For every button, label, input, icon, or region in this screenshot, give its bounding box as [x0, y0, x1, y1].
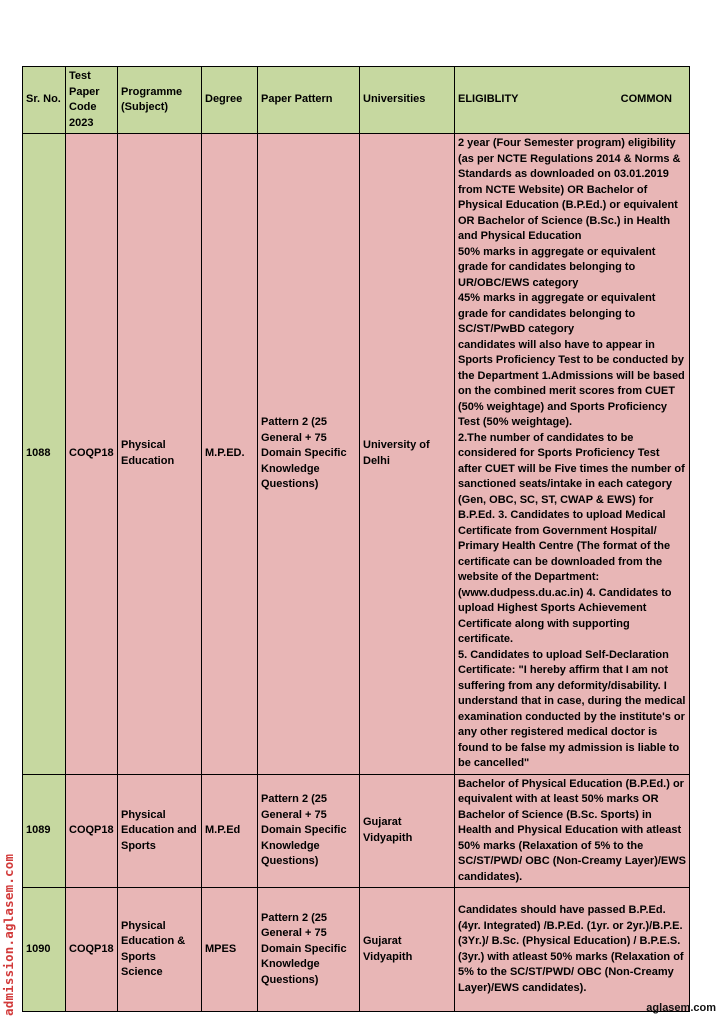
footer-watermark: aglasem.com: [646, 1002, 716, 1014]
header-programme: Programme (Subject): [118, 67, 202, 134]
paper-pattern-cell: Pattern 2 (25 General + 75 Domain Specific Knowledge Questions): [258, 774, 360, 888]
header-universities: Universities: [360, 67, 455, 134]
degree-cell: MPES: [202, 888, 258, 1012]
eligibility-cell: Candidates should have passed B.P.Ed. (4yr. Integrated) /B.P.Ed. (1yr. or 2yr.)/B.P.E. (3Yr.)/ B.Sc. (Physical Education) / B.P.E.S. (3yr.) with atleast 50% marks (Relaxation of 5% to the SC/ST/PWD/ OBC (Non-Creamy Layer)/EWS candidates).: [455, 888, 690, 1012]
header-eligibility-cell: [455, 67, 690, 134]
university-cell: Gujarat Vidyapith: [360, 774, 455, 888]
side-watermark: admission.aglasem.com: [1, 853, 16, 1016]
header-eligibility: ELIGIBLITY: [458, 93, 519, 106]
code-cell: COQP18: [66, 134, 118, 775]
eligibility-cell: Bachelor of Physical Education (B.P.Ed.) or equivalent with at least 50% marks OR Bachelor of Science (B.Sc. Sports) in Health and Physical Education with atleast 50% marks (Relaxation of 5% to the SC/ST/PWD/ OBC (Non-Creamy Layer)/EWS candidates).: [455, 774, 690, 888]
degree-cell: M.P.ED.: [202, 134, 258, 775]
sr-no-cell: 1088: [23, 134, 66, 775]
programme-cell: Physical Education: [118, 134, 202, 775]
eligibility-table: [22, 66, 690, 1012]
sr-no-cell: 1090: [23, 888, 66, 1012]
sr-no-cell: 1089: [23, 774, 66, 888]
paper-pattern-cell: Pattern 2 (25 General + 75 Domain Specific Knowledge Questions): [258, 888, 360, 1012]
header-degree: Degree: [202, 67, 258, 134]
university-cell: University of Delhi: [360, 134, 455, 775]
code-cell: COQP18: [66, 774, 118, 888]
degree-cell: M.P.Ed: [202, 774, 258, 888]
paper-pattern-cell: Pattern 2 (25 General + 75 Domain Specific Knowledge Questions): [258, 134, 360, 775]
header-common: COMMON: [620, 93, 672, 106]
table-row: [23, 774, 690, 888]
header-test-paper-code: Test Paper Code 2023: [66, 67, 118, 134]
header-row: [23, 67, 690, 134]
code-cell: COQP18: [66, 888, 118, 1012]
header-sr-no: Sr. No.: [23, 67, 66, 134]
table-row: [23, 888, 690, 1012]
table-row: [23, 134, 690, 775]
programme-cell: Physical Education and Sports: [118, 774, 202, 888]
programme-cell: Physical Education & Sports Science: [118, 888, 202, 1012]
header-paper-pattern: Paper Pattern: [258, 67, 360, 134]
eligibility-cell: 2 year (Four Semester program) eligibility (as per NCTE Regulations 2014 & Norms & Standards as downloaded on 03.01.2019 from NCTE Website) OR Bachelor of Physical Education (B.P.Ed.) or equivalent OR Bachelor of Science (B.Sc.) in Health and Physical Education 50% marks in aggregate or equivalent grade for candidates belonging to UR/OBC/EWS category 45% marks in aggregate or equivalent grade for candidates belonging to SC/ST/PwBD category candidates will also have to appear in Sports Proficiency Test to be conducted by the Department 1.Admissions will be based on the combined merit scores from CUET (50% weightage) and Sports Proficiency Test (50% weightage). 2.The number of candidates to be considered for Sports Proficiency Test after CUET will be Five times the number of sanctioned seats/intake in each category (Gen, OBC, SC, ST, CWAP & EWS) for B.P.Ed. 3. Candidates to upload Medical Certificate from Government Hospital/ Primary Health Centre (The format of the certificate can be downloaded from the website of the Department: (www.dudpess.du.ac.in) 4. Candidates to upload Highest Sports Achievement Certificate along with supporting certificate. 5. Candidates to upload Self-Declaration Certificate: "I hereby affirm that I am not suffering from any deformity/disability. I understand that in case, during the medical examination conducted by the institute's or any other registered medical doctor is found to be false my admission is liable to be cancelled": [455, 134, 690, 775]
university-cell: Gujarat Vidyapith: [360, 888, 455, 1012]
